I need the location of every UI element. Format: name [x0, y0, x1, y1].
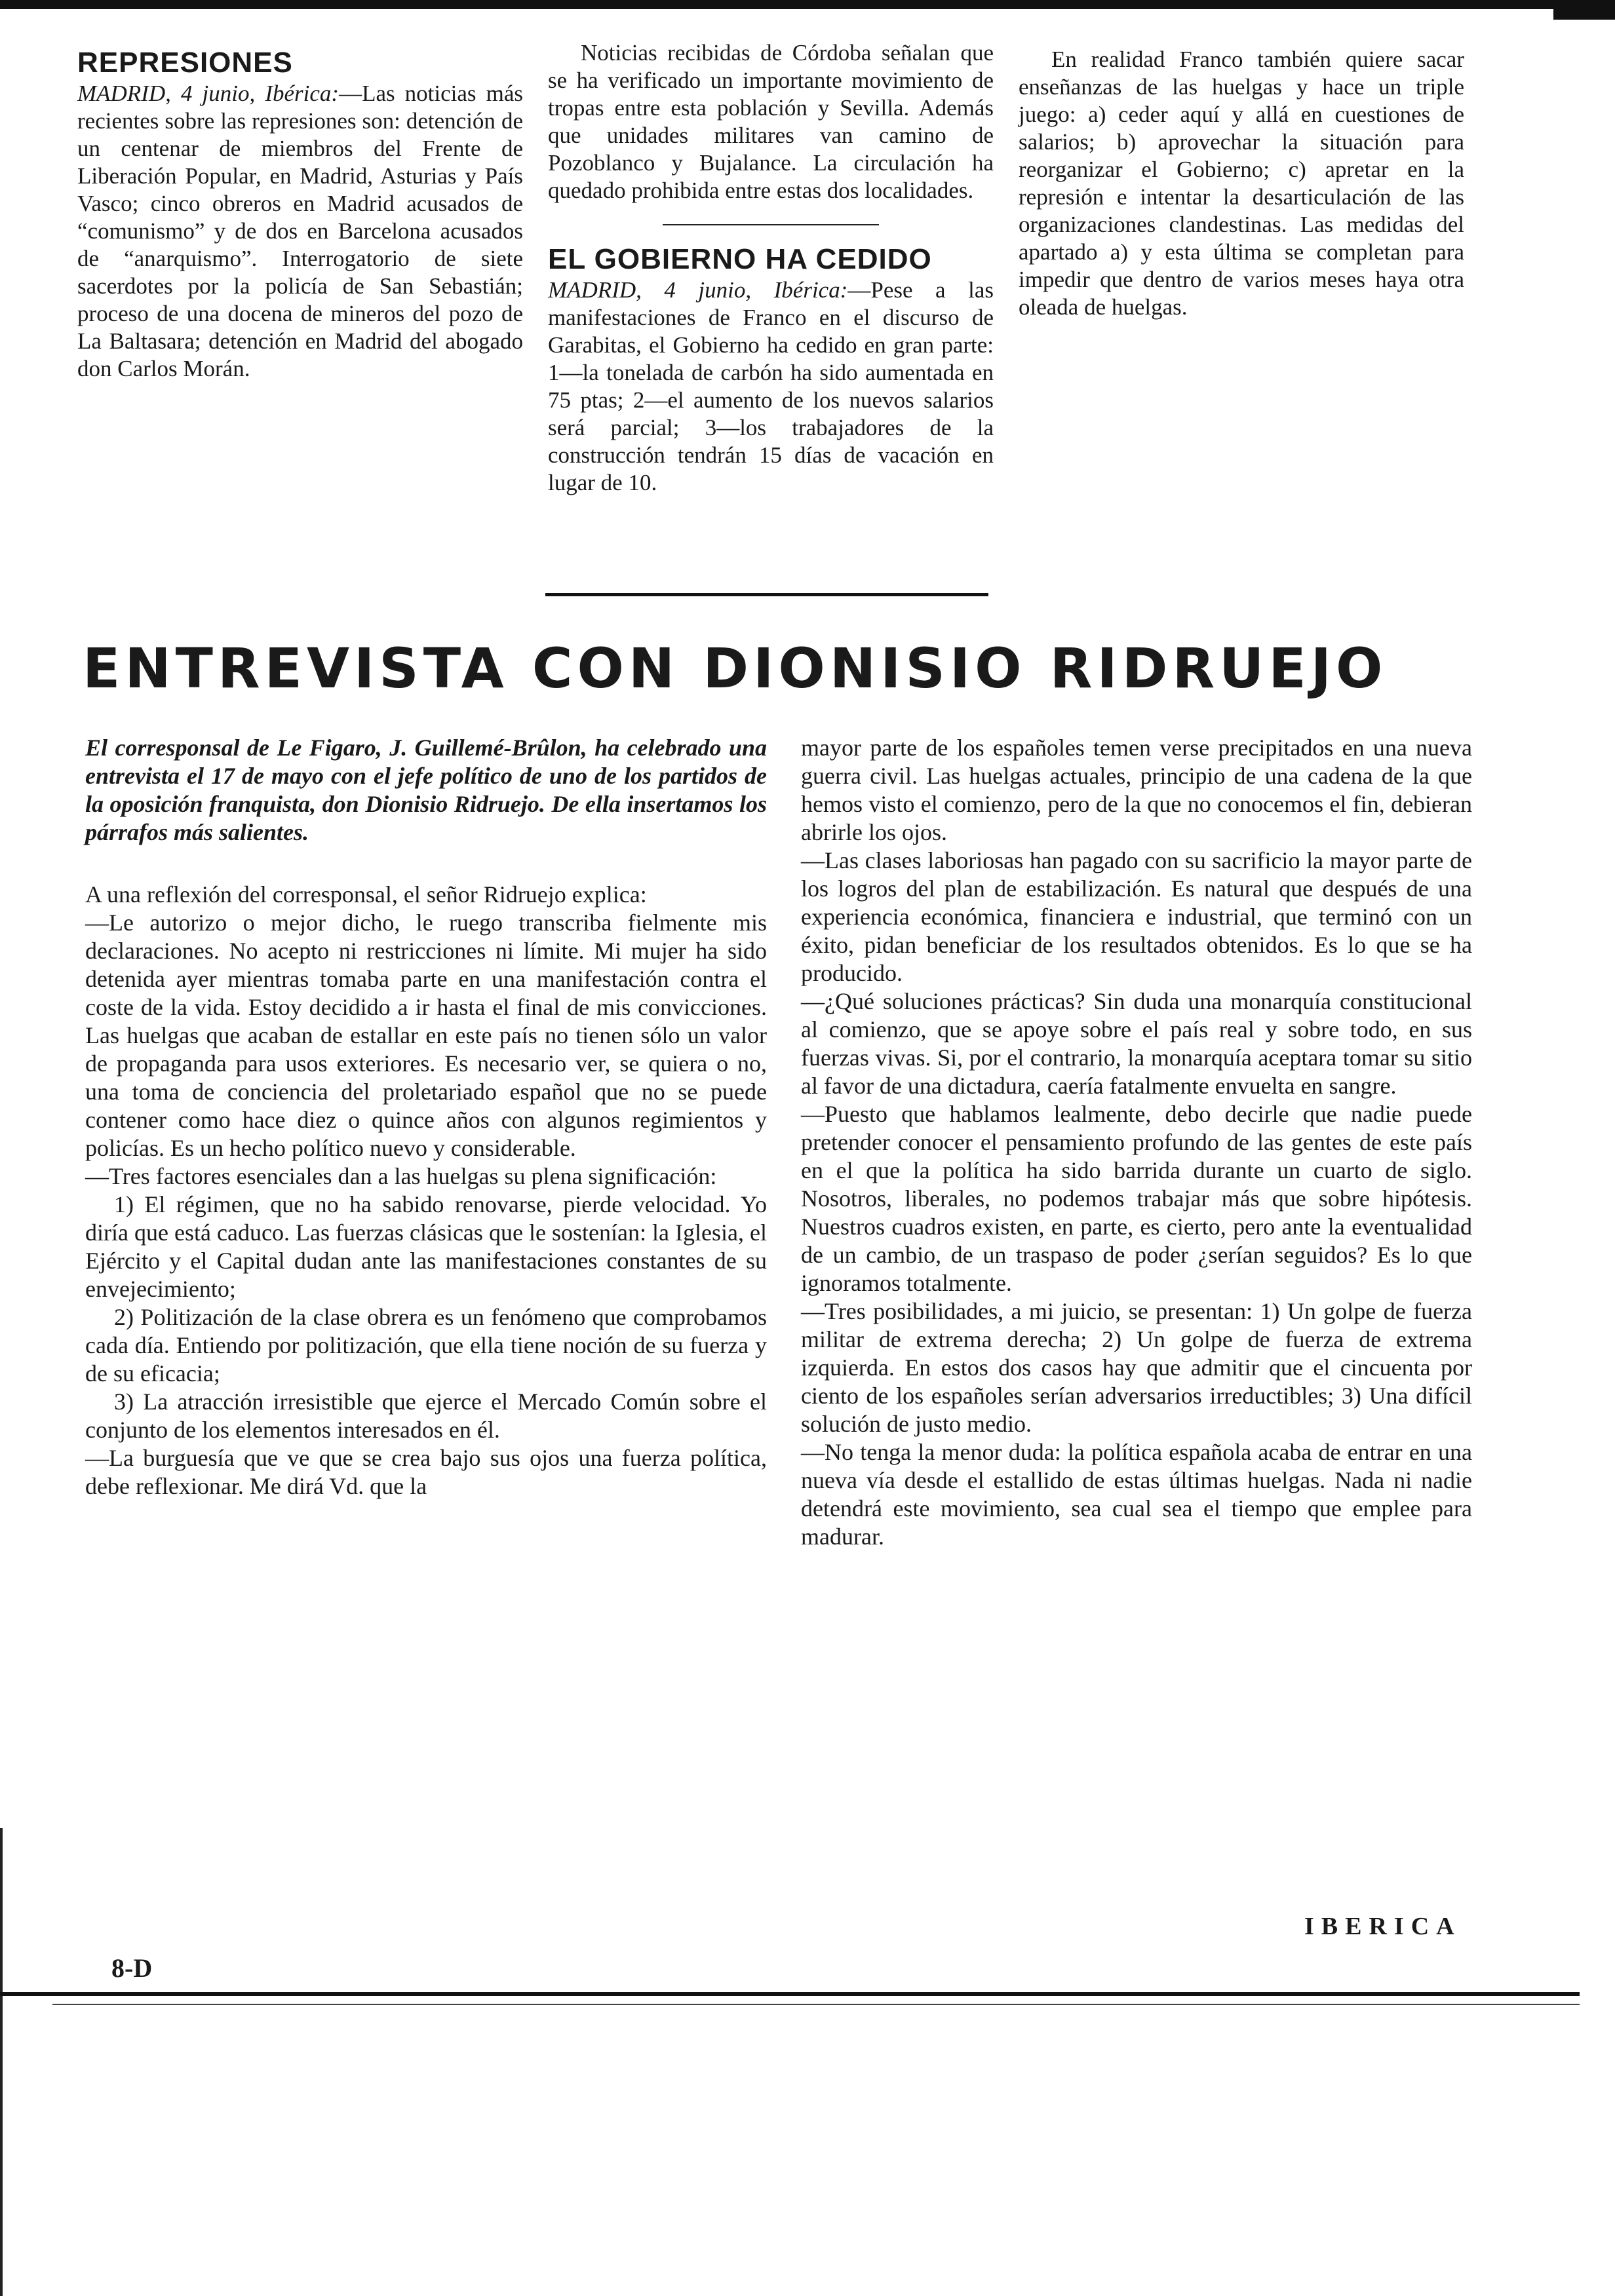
top-border-rule	[0, 0, 1615, 9]
interview-paragraph: —Puesto que hablamos lealmente, debo decirle que nadie puede pretender conocer el pensamiento profundo de las gentes de este país en el que la política ha sido barrida durante un cuarto de siglo. Nosotros, liberales, no podemos trabajar más que sobre hipótesis. Nuestros cuadros existen, en parte, es cierto, pero ante la eventualidad de un cambio, de un traspaso de poder ¿serían seguidos? Es lo que ignoramos totalmente.	[801, 1101, 1472, 1296]
interview-paragraph: mayor parte de los españoles temen verse precipitados en una nueva guerra civil. Las huelgas actuales, principio de una cadena de la que hemos visto el comienzo, pero de la que no conocemos el fin, debieran abrirle los ojos.	[801, 735, 1472, 845]
bottom-border-rule	[0, 1992, 1580, 1996]
paragraph-cordoba: Noticias recibidas de Córdoba señalan que se ha verificado un importante movimiento de tropas entre esta población y Sevilla. Además que unidades militares van camino de Pozoblanco y Bujalance. La circulación ha quedado prohibida entre estas dos localidades.	[548, 40, 994, 203]
page-number: 8-D	[111, 1953, 153, 1983]
news-column-continued	[1019, 34, 1464, 321]
interview-list-item: 3) La atracción irresistible que ejerce el Mercado Común sobre el conjunto de los elementos interesados en él.	[85, 1388, 767, 1443]
heading-gobierno: EL GOBIERNO HA CEDIDO	[548, 243, 932, 275]
dateline-represiones: MADRID, 4 junio, Ibérica:	[77, 81, 340, 106]
interview-paragraph: —Tres factores esenciales dan a las huelgas su plena significación:	[85, 1163, 717, 1189]
interview-list-item: 2) Politización de la clase obrera es un fenómeno que comprobamos cada día. Entiendo por politización, que ella tiene noción de su fuerza y de su eficacia;	[85, 1304, 767, 1387]
interview-column-right	[801, 734, 1472, 1551]
interview-paragraph: A una reflexión del corresponsal, el señor Ridruejo explica:	[85, 881, 647, 908]
paragraph-gobierno	[548, 277, 994, 497]
body-represiones: —Las noticias más recientes sobre las represiones son: detención de un centenar de miembros del Frente de Liberación Popular, en Madrid, Asturias y País Vasco; cinco obreros en Madrid acusados de “comunismo” y de dos en Barcelona acusados de “anarquismo”. Interrogatorio de siete sacerdotes por la policía de San Sebastián; proceso de una docena de mineros del pozo de La Baltasara; detención en Madrid del abogado don Carlos Morán.	[77, 81, 524, 381]
interview-paragraph: —Las clases laboriosas han pagado con su sacrificio la mayor parte de los logros del plan de estabilización. Es natural que después de una experiencia económica, financiera e industrial, que terminó con un éxito, pidan beneficiar de los resultados obtenidos. Es lo que se ha producido.	[801, 847, 1472, 986]
interview-paragraph: —¿Qué soluciones prácticas? Sin duda una monarquía constitucional al comienzo, que se apoye sobre el país real y sobre todo, en sus fuerzas vivas. Si, por el contrario, la monarquía aceptara tomar su sitio al favor de una dictadura, caería fatalmente envuelta en sangre.	[801, 988, 1472, 1099]
paragraph-represiones	[77, 80, 523, 383]
interview-column-left	[85, 734, 767, 1501]
paragraph-franco-juego: En realidad Franco también quiere sacar enseñanzas de las huelgas y hace un triple juego: a) ceder aquí y allá en cuestiones de salarios; b) aprovechar la situación para reorganizar el Gobierno; c) apretar en la represión e intentar la desarticulación de las organizaciones clandestinas. Las medidas del apartado a) y esta última se completan para impedir que dentro de varios meses haya otra oleada de huelgas.	[1019, 47, 1464, 320]
interview-title: ENTREVISTA CON DIONISIO RIDRUEJO	[83, 636, 1388, 700]
news-column-represiones	[77, 39, 523, 383]
interview-paragraph: —La burguesía que ve que se crea bajo sus ojos una fuerza política, debe reflexionar. Me dirá Vd. que la	[85, 1445, 767, 1499]
body-gobierno: —Pese a las manifestaciones de Franco en el discurso de Garabitas, el Gobierno ha cedido en gran parte: 1—la tonelada de carbón ha sido aumentada en 75 ptas; 2—el aumento de los nuevos salarios será parcial; 3—los trabajadores de la construcción tendrán 15 días de vacación en lugar de 10.	[548, 277, 994, 495]
left-margin-line	[0, 1828, 3, 2296]
top-border-rule-corner	[1553, 5, 1615, 20]
interview-paragraph: —Tres posibilidades, a mi juicio, se presentan: 1) Un golpe de fuerza militar de extrema derecha; 2) Un golpe de fuerza de extrema izquierda. En estos dos casos hay que admitir que el cincuenta por ciento de los españoles serían adversarios irreductibles; 3) Una difícil solución de justo medio.	[801, 1298, 1472, 1437]
bottom-border-rule-thin	[52, 2004, 1580, 2005]
interview-list-item: 1) El régimen, que no ha sabido renovarse, pierde velocidad. Yo diría que está caduco. Las fuerzas clásicas que le sostenían: la Iglesia, el Ejército y el Capital dudan ante las manifestaciones constantes de su envejecimiento;	[85, 1191, 767, 1302]
magazine-name: IBERICA	[1304, 1913, 1462, 1940]
news-column-cordoba-gobierno	[548, 39, 994, 497]
interview-intro: El corresponsal de Le Figaro, J. Guillemé-Brûlon, ha celebrado una entrevista el 17 de mayo con el jefe político de uno de los partidos de la oposición franquista, don Dionisio Ridruejo. De ella insertamos los párrafos más salientes.	[85, 735, 767, 845]
interview-paragraph: —No tenga la menor duda: la política española acaba de entrar en una nueva vía desde el estallido de estas últimas huelgas. Nada ni nadie detendrá este movimiento, sea cual sea el tiempo que emplee para madurar.	[801, 1439, 1472, 1550]
heading-represiones: REPRESIONES	[77, 47, 293, 79]
section-divider	[663, 224, 879, 225]
center-divider-rule	[545, 593, 988, 596]
interview-paragraph: —Le autorizo o mejor dicho, le ruego transcriba fielmente mis declaraciones. No acepto ni restricciones ni límite. Mi mujer ha sido detenida ayer mientras tomaba parte en una manifestación contra el coste de la vida. Estoy decidido a ir hasta el final de mis convicciones. Las huelgas que acaban de estallar en este país no tienen sólo un valor de propaganda para usos exteriores. Es necesario ver, se quiera o no, una toma de conciencia del proletariado español que no se puede contener como hace diez o quince años con algunos regimientos y policías. Es un hecho político nuevo y considerable.	[85, 909, 767, 1161]
dateline-gobierno: MADRID, 4 junio, Ibérica:	[548, 277, 848, 303]
